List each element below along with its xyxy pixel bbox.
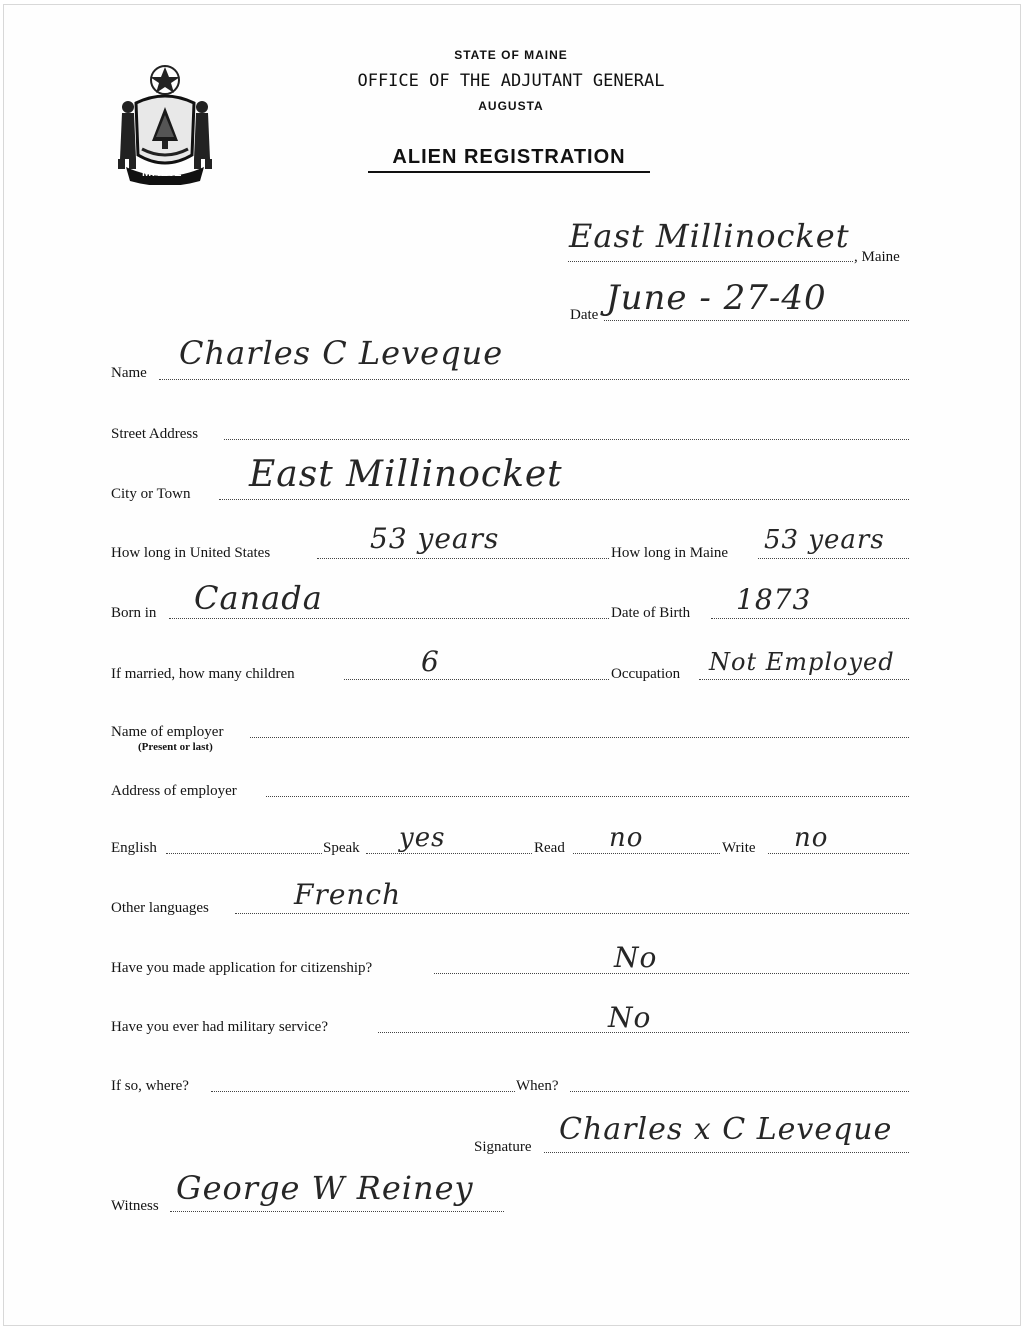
registration-form bbox=[3, 4, 1021, 1326]
seal-ribbon-text: MAINE bbox=[142, 167, 183, 179]
years-us-value: 53 years bbox=[370, 522, 500, 555]
city-dotted-line bbox=[219, 499, 909, 500]
born-in-dotted-line bbox=[169, 618, 609, 619]
other-languages-label: Other languages bbox=[111, 900, 209, 916]
town-value: East Millinocket bbox=[569, 217, 850, 255]
date-dotted-line bbox=[604, 320, 909, 321]
date-value: June - 27-40 bbox=[606, 278, 827, 318]
military-value: No bbox=[608, 1001, 652, 1034]
citizenship-dotted-line bbox=[434, 973, 909, 974]
speak-value: yes bbox=[399, 823, 446, 853]
read-value: no bbox=[609, 823, 644, 853]
witness-dotted-line bbox=[170, 1211, 504, 1212]
when-dotted-line bbox=[570, 1091, 909, 1092]
signature-label: Signature bbox=[474, 1139, 532, 1155]
maine-label: , Maine bbox=[854, 249, 900, 265]
town-dotted-line bbox=[568, 261, 853, 262]
years-us-dotted-line bbox=[317, 558, 609, 559]
dob-value: 1873 bbox=[736, 583, 812, 616]
english-label: English bbox=[111, 840, 157, 856]
signature-dotted-line bbox=[544, 1152, 909, 1153]
city-label: City or Town bbox=[111, 486, 191, 502]
name-value: Charles C Leveque bbox=[179, 334, 504, 372]
other-languages-dotted-line bbox=[235, 913, 909, 914]
witness-value: George W Reiney bbox=[176, 1169, 474, 1207]
header-office: OFFICE OF THE ADJUTANT GENERAL bbox=[357, 71, 665, 91]
name-dotted-line bbox=[159, 379, 909, 380]
header-city: AUGUSTA bbox=[478, 99, 544, 113]
where-dotted-line bbox=[211, 1091, 515, 1092]
dob-label: Date of Birth bbox=[611, 605, 691, 621]
header-state: STATE OF MAINE bbox=[454, 48, 568, 62]
read-label: Read bbox=[534, 840, 565, 856]
children-label: If married, how many children bbox=[111, 666, 295, 682]
signature-value: Charles x C Leveque bbox=[559, 1112, 893, 1147]
where-label: If so, where? bbox=[111, 1078, 189, 1094]
occupation-label: Occupation bbox=[611, 666, 681, 682]
when-label: When? bbox=[516, 1078, 559, 1094]
years-maine-value: 53 years bbox=[764, 525, 885, 555]
speak-dotted-line bbox=[366, 853, 532, 854]
street-label: Street Address bbox=[111, 426, 199, 442]
military-label: Have you ever had military service? bbox=[111, 1019, 328, 1035]
employer-address-label: Address of employer bbox=[111, 783, 237, 799]
occupation-value: Not Employed bbox=[709, 648, 895, 676]
children-value: 6 bbox=[421, 645, 440, 678]
employer-dotted-line bbox=[250, 737, 909, 738]
born-in-label: Born in bbox=[111, 605, 157, 621]
city-value: East Millinocket bbox=[249, 454, 563, 495]
speak-label: Speak bbox=[323, 840, 360, 856]
form-title: ALIEN REGISTRATION bbox=[368, 146, 650, 173]
employer-sublabel: (Present or last) bbox=[138, 741, 213, 753]
other-languages-value: French bbox=[294, 878, 402, 911]
citizenship-label: Have you made application for citizenship? bbox=[111, 960, 373, 976]
write-dotted-line bbox=[768, 853, 909, 854]
years-us-label: How long in United States bbox=[111, 545, 271, 561]
english-dotted-line bbox=[166, 853, 322, 854]
read-dotted-line bbox=[573, 853, 720, 854]
date-label: Date bbox=[570, 307, 599, 323]
write-value: no bbox=[794, 823, 829, 853]
citizenship-value: No bbox=[614, 941, 658, 974]
street-dotted-line bbox=[224, 439, 909, 440]
children-dotted-line bbox=[344, 679, 609, 680]
write-label: Write bbox=[722, 840, 756, 856]
name-label: Name bbox=[111, 365, 147, 381]
employer-label: Name of employer bbox=[111, 724, 224, 740]
witness-label: Witness bbox=[111, 1198, 159, 1214]
years-maine-dotted-line bbox=[758, 558, 909, 559]
dob-dotted-line bbox=[711, 618, 909, 619]
occupation-dotted-line bbox=[699, 679, 909, 680]
years-maine-label: How long in Maine bbox=[611, 545, 729, 561]
born-in-value: Canada bbox=[194, 579, 323, 617]
employer-address-dotted-line bbox=[266, 796, 909, 797]
